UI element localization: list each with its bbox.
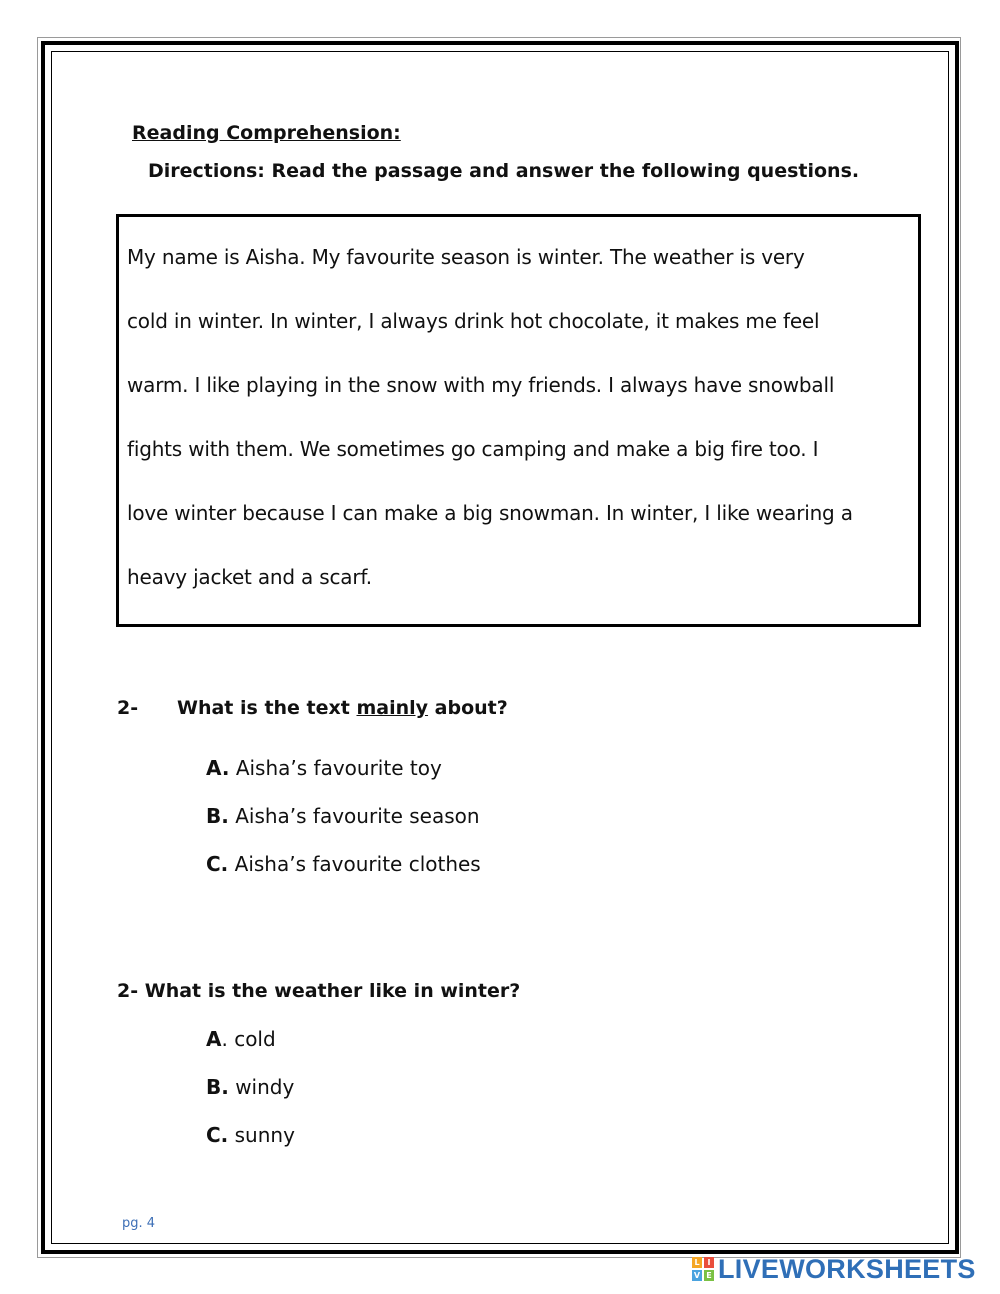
option-letter: C.	[206, 852, 229, 876]
logo-block: V	[693, 1271, 701, 1280]
question-number: 2-	[117, 697, 139, 719]
directions-text: Directions: Read the passage and answer the following questions.	[148, 160, 860, 182]
passage-line: warm. I like playing in the snow with my friends. I always have snowball	[127, 373, 835, 397]
passage-line: fights with them. We sometimes go camping and make a big fire too. I	[127, 437, 819, 461]
option-letter: A.	[206, 756, 230, 780]
question-1-option-b[interactable]	[206, 804, 480, 828]
logo-block: E	[704, 1270, 714, 1281]
option-text: Aisha’s favourite toy	[235, 756, 442, 780]
logo-text: LIVEWORKSHEETS	[718, 1253, 976, 1284]
question-1-emphasis: mainly	[356, 697, 429, 719]
question-2-option-a[interactable]	[206, 1027, 276, 1051]
option-text: Aisha’s favourite clothes	[234, 852, 481, 876]
option-letter: B.	[206, 1075, 229, 1099]
option-letter: B.	[206, 804, 229, 828]
question-1-option-c[interactable]	[206, 852, 481, 876]
option-text: . cold	[221, 1027, 276, 1051]
option-letter: C.	[206, 1123, 229, 1147]
question-number: 2-	[117, 980, 139, 1002]
liveworksheets-logo[interactable]	[692, 1254, 976, 1284]
logo-block: L	[692, 1257, 702, 1268]
passage-line: cold in winter. In winter, I always drink hot chocolate, it makes me feel	[127, 309, 820, 333]
option-letter: A	[206, 1027, 222, 1051]
question-1-option-a[interactable]	[206, 756, 442, 780]
question-2-option-b[interactable]	[206, 1075, 294, 1099]
page-number: pg. 4	[122, 1216, 156, 1231]
passage-line: My name is Aisha. My favourite season is winter. The weather is very	[127, 245, 805, 269]
question-2-option-c[interactable]	[206, 1123, 295, 1147]
option-text: Aisha’s favourite season	[235, 804, 480, 828]
section-heading: Reading Comprehension:	[132, 122, 401, 144]
passage-line: love winter because I can make a big snowman. In winter, I like wearing a	[127, 501, 853, 525]
question-2-text	[117, 980, 520, 1002]
logo-blocks-icon	[692, 1257, 714, 1281]
question-2-text-part: What is the weather like in winter?	[144, 980, 521, 1002]
logo-block: I	[704, 1257, 714, 1268]
option-text: sunny	[234, 1123, 295, 1147]
question-1-text-part: about?	[428, 697, 508, 719]
question-1-text-part: What is the text	[177, 697, 357, 719]
passage-line: heavy jacket and a scarf.	[127, 565, 372, 589]
option-text: windy	[235, 1075, 295, 1099]
question-1-text	[177, 697, 508, 719]
